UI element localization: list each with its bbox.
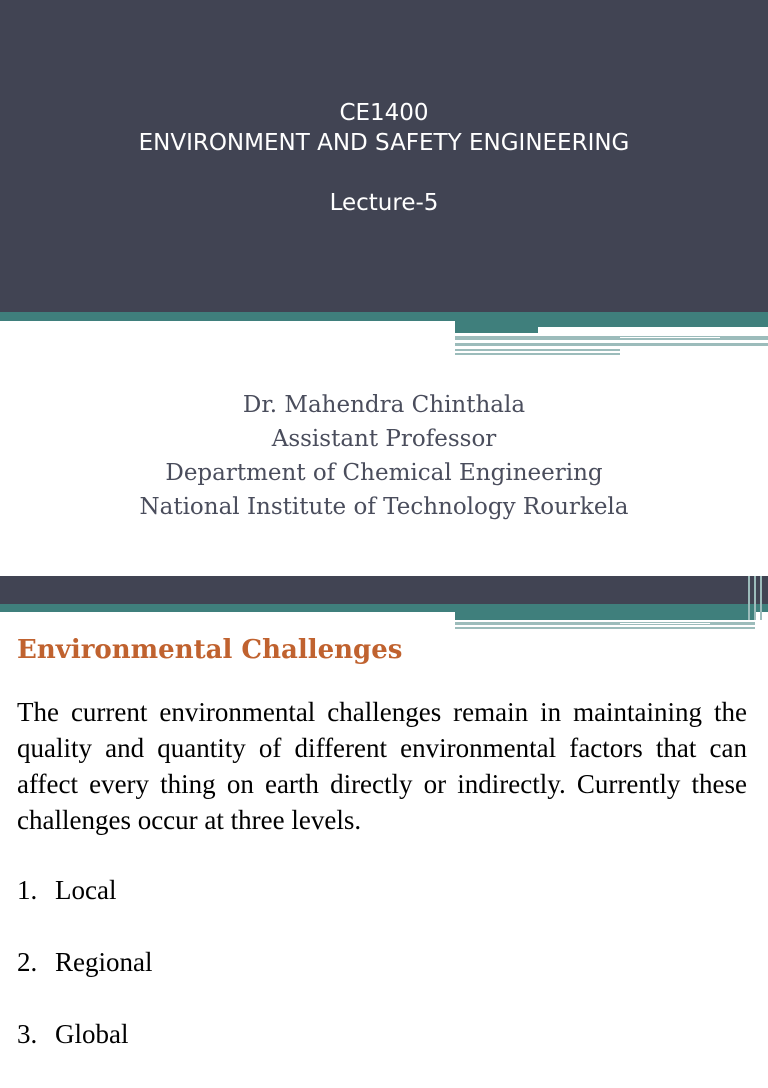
accent-stripe-step xyxy=(538,321,768,327)
accent-line xyxy=(455,622,755,625)
course-code: CE1400 xyxy=(339,100,429,126)
accent-vertical-line xyxy=(754,576,756,620)
list-item-number: 3. xyxy=(17,1019,38,1049)
accent-stripe-step xyxy=(455,612,755,620)
accent-stripe xyxy=(0,604,768,612)
author-institute: National Institute of Technology Rourkela xyxy=(139,494,629,520)
accent-line xyxy=(455,353,620,355)
list-item xyxy=(17,872,747,908)
slide-body-text: The current environmental challenges remain in maintaining the quality and quantity of different environmental factors that can affect every thing on earth directly or indirectly. Currently these challenges occur at three levels. xyxy=(17,697,747,835)
levels-list xyxy=(17,872,747,1088)
content-slide xyxy=(0,576,768,1049)
author-department: Department of Chemical Engineering xyxy=(165,460,603,486)
accent-line xyxy=(455,627,755,629)
list-item xyxy=(17,1016,747,1052)
accent-vertical-line xyxy=(760,576,762,620)
accent-line xyxy=(455,349,620,351)
list-item xyxy=(17,944,747,980)
accent-vertical-line xyxy=(748,576,750,620)
accent-line xyxy=(455,343,768,346)
accent-highlight xyxy=(620,337,720,338)
accent-stripe xyxy=(0,312,768,321)
slide-heading: Environmental Challenges xyxy=(17,635,403,665)
content-header-band xyxy=(0,576,768,604)
author-block xyxy=(0,388,768,524)
course-title-block xyxy=(0,98,768,218)
list-item-label: Local xyxy=(55,875,117,905)
lecture-number: Lecture-5 xyxy=(329,190,439,216)
list-item-number: 2. xyxy=(17,947,38,977)
course-name: ENVIRONMENT AND SAFETY ENGINEERING xyxy=(138,130,630,156)
accent-stripe-step xyxy=(455,321,538,333)
title-spacer xyxy=(0,158,768,188)
author-position: Assistant Professor xyxy=(271,426,497,452)
list-item-label: Global xyxy=(55,1019,129,1049)
list-item-label: Regional xyxy=(55,947,153,977)
title-header-band xyxy=(0,0,768,312)
list-item-number: 1. xyxy=(17,875,38,905)
author-name: Dr. Mahendra Chinthala xyxy=(242,392,526,418)
accent-line xyxy=(455,336,768,340)
accent-highlight xyxy=(620,623,710,624)
